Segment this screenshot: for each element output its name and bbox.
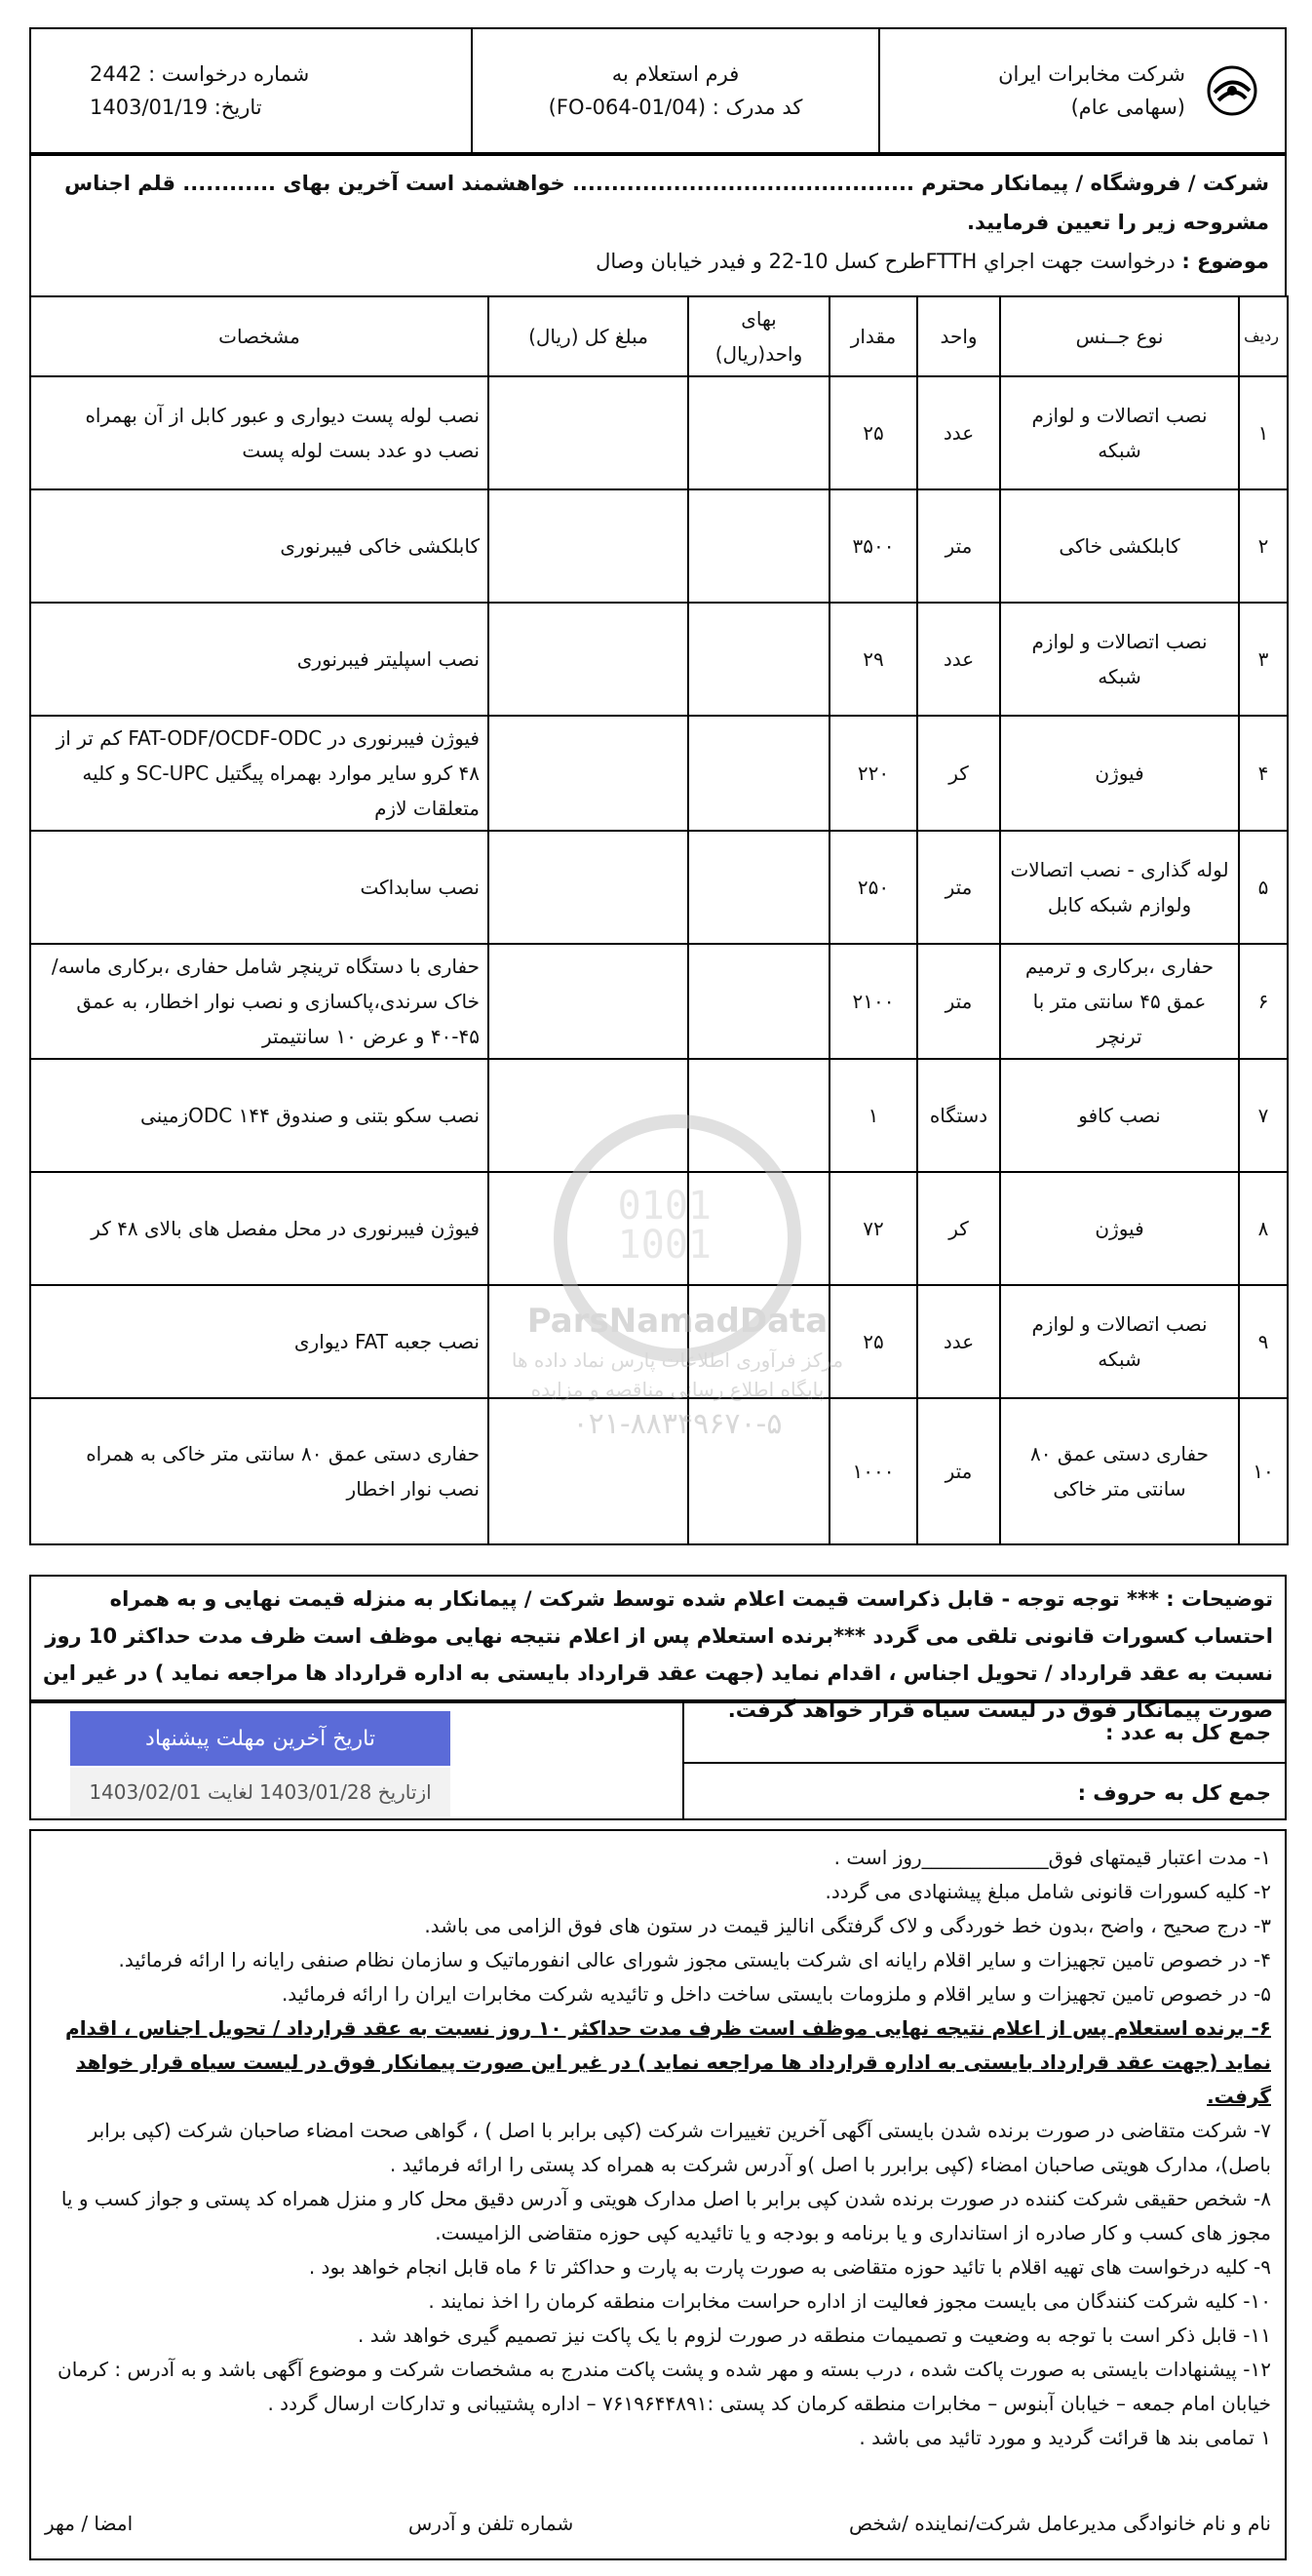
item-cell: حفاری ،برکاری و ترمیم عمق ۴۵ سانتی متر با ترنچر	[1000, 944, 1239, 1059]
subject-label: موضوع :	[1181, 250, 1269, 273]
table-row	[30, 603, 1288, 716]
total-price-cell[interactable]	[488, 489, 688, 603]
spec-cell: نصب جعبه FAT دیواری	[30, 1285, 488, 1398]
table-row	[30, 716, 1288, 831]
unit-cell: متر	[917, 1398, 1000, 1544]
unit-cell: متر	[917, 489, 1000, 603]
spec-cell: نصب سابداکت	[30, 831, 488, 944]
table-row	[30, 1059, 1288, 1172]
spec-cell: کابلکشی خاکی فیبرنوری	[30, 489, 488, 603]
header-unit-price: بهای واحد(ریال)	[688, 296, 830, 376]
item-cell: نصب اتصالات و لوازم شبکه	[1000, 603, 1239, 716]
qty-cell: ۲۹	[830, 603, 917, 716]
row-number-cell: ۱۰	[1239, 1398, 1288, 1544]
company-type: (سهامی عام)	[1070, 96, 1185, 119]
total-words-label: جمع کل به حروف :	[1077, 1781, 1271, 1805]
terms-section	[29, 1829, 1287, 2560]
form-title-cell	[473, 29, 879, 152]
date-label: تاریخ:	[213, 96, 262, 119]
table-row	[30, 1398, 1288, 1544]
term-item: ۲- کلیه کسورات قانونی شامل مبلغ پیشنهادی می گردد.	[825, 1880, 1271, 1903]
item-cell: حفاری دستی عمق ۸۰ سانتی متر خاکی	[1000, 1398, 1239, 1544]
spec-cell: نصب لوله پست دیواری و عبور کابل از آن بهمراه نصب دو عدد بست لوله پست	[30, 376, 488, 489]
deadline-button[interactable]: تاریخ آخرین مهلت پیشنهاد	[70, 1711, 450, 1766]
table-header-row	[30, 296, 1288, 376]
item-cell: فیوژن	[1000, 1172, 1239, 1285]
total-price-cell[interactable]	[488, 944, 688, 1059]
qty-cell: ۷۲	[830, 1172, 917, 1285]
company-name: شرکت مخابرات ایران	[998, 62, 1185, 86]
unit-cell: دستگاه	[917, 1059, 1000, 1172]
watermark-brand: ParsNamadData	[526, 1302, 829, 1341]
unit-price-cell[interactable]	[688, 1059, 830, 1172]
table-row	[30, 944, 1288, 1059]
form-title: فرم استعلام به	[611, 62, 740, 86]
row-number-cell: ۵	[1239, 831, 1288, 944]
unit-price-cell[interactable]	[688, 376, 830, 489]
intro-line: شرکت / فروشگاه / پیمانکار محترم ............................................ خواهشمند است آخرین بهای ............ قلم اجناس مشروحه زیر را تعیین فرمایید.	[64, 172, 1269, 234]
total-price-cell[interactable]	[488, 603, 688, 716]
items-table	[29, 295, 1289, 1545]
term-item: ۳- درج صحیح ، واضح ،بدون خط خوردگی و لاک گرفتگی انالیز قیمت در ستون های فوق الزامی می باشد.	[424, 1914, 1271, 1937]
qty-cell: ۱	[830, 1059, 917, 1172]
unit-cell: کر	[917, 716, 1000, 831]
table-row	[30, 831, 1288, 944]
row-number-cell: ۷	[1239, 1059, 1288, 1172]
unit-cell: عدد	[917, 603, 1000, 716]
unit-cell: کر	[917, 1172, 1000, 1285]
totals-section	[29, 1701, 1287, 1820]
table-row	[30, 489, 1288, 603]
total-price-cell[interactable]	[488, 831, 688, 944]
signature-row	[45, 2507, 1271, 2541]
unit-price-cell[interactable]	[688, 831, 830, 944]
unit-cell: عدد	[917, 1285, 1000, 1398]
table-row	[30, 1172, 1288, 1285]
request-cell	[31, 29, 473, 152]
request-number-line	[90, 58, 447, 91]
row-number-cell: ۳	[1239, 603, 1288, 716]
header-spec: مشخصات	[30, 296, 488, 376]
subject-text: درخواست جهت اجراي FTTHطرح كسل 10-22 و فيدر خيابان وصال	[596, 250, 1176, 273]
header-qty: مقدار	[830, 296, 917, 376]
item-cell: لوله گذاری - نصب اتصالات ولوازم شبکه کابل	[1000, 831, 1239, 944]
total-price-cell[interactable]	[488, 1059, 688, 1172]
qty-cell: ۲۱۰۰	[830, 944, 917, 1059]
unit-price-cell[interactable]	[688, 603, 830, 716]
term-item: ۶- برنده استعلام پس از اعلام نتیجه نهایی موظف است ظرف مدت حداکثر ۱۰ روز نسبت به عقد قرارداد / تحویل اجناس ، اقدام نماید (جهت عقد قرارداد بایستی به اداره قرارداد ها مراجعه نماید ) در غیر این صورت پیمانکار فوق در لیست سیاه قرار خواهد گرفت.	[65, 2016, 1271, 2108]
terms-list	[45, 1841, 1271, 2455]
term-item: ۱ تمامی بند ها قرائت گردید و مورد تائید می باشد .	[859, 2426, 1271, 2449]
header-total: مبلغ کل (ریال)	[488, 296, 688, 376]
spec-cell: نصب اسپلیتر فیبرنوری	[30, 603, 488, 716]
request-label: شماره درخواست :	[148, 62, 310, 86]
row-number-cell: ۶	[1239, 944, 1288, 1059]
term-item: ۸- شخص حقیقی شرکت کننده در صورت برنده شدن کپی برابر با اصل مدارک هویتی و آدرس دقیق محل کار و منزل همراه کد پستی و جواز کسب و یا مجوز های کسب و کار صادره از استانداری و یا برنامه و بودجه و یا تائیدیه کپی حوزه متقاضی الزامیست.	[60, 2187, 1271, 2244]
term-item: ۹- کلیه درخواست های تهیه اقلام با تائید حوزه متقاضی به صورت پارت به پارت و حداکثر تا ۶ ماه قابل انجام خواهد بود .	[308, 2255, 1271, 2279]
item-cell: فیوژن	[1000, 716, 1239, 831]
form-header	[29, 27, 1287, 154]
item-cell: نصب اتصالات و لوازم شبکه	[1000, 1285, 1239, 1398]
deadline-from: ازتاریخ 1403/01/28	[259, 1780, 432, 1804]
term-item: ۱- مدت اعتبار قیمتهای فوق_____________روز است .	[833, 1846, 1271, 1869]
unit-price-cell[interactable]	[688, 1398, 830, 1544]
unit-price-cell[interactable]	[688, 1285, 830, 1398]
signature-name: نام و نام خانوادگی مدیرعامل شرکت/نماینده /شخص	[849, 2512, 1271, 2535]
table-row	[30, 376, 1288, 489]
deadline-to: لغایت 1403/02/01	[89, 1780, 254, 1804]
deadline-dates	[70, 1768, 450, 1816]
qty-cell: ۲۵	[830, 376, 917, 489]
item-cell: کابلکشی خاکی	[1000, 489, 1239, 603]
row-number-cell: ۸	[1239, 1172, 1288, 1285]
unit-cell: متر	[917, 831, 1000, 944]
total-price-cell[interactable]	[488, 1172, 688, 1285]
date-value: 1403/01/19	[90, 96, 209, 119]
signature-contact: شماره تلفن و آدرس	[407, 2512, 574, 2535]
term-item: ۱۰- کلیه شرکت کنندگان می بایست مجوز فعالیت از اداره حراست مخابرات منطقه کرمان را اخذ نمایند .	[428, 2289, 1271, 2313]
svg-text:1001: 1001	[617, 1223, 712, 1268]
qty-cell: ۱۰۰۰	[830, 1398, 917, 1544]
signature-sign: امضا / مهر	[45, 2512, 134, 2535]
notes-section	[29, 1575, 1287, 1722]
unit-price-cell[interactable]	[688, 944, 830, 1059]
qty-cell: ۲۵۰	[830, 831, 917, 944]
watermark-phone: ۰۲۱-۸۸۳۴۹۶۷۰-۵	[572, 1407, 783, 1441]
qty-cell: ۲۵	[830, 1285, 917, 1398]
header-item: نوع جــنس	[1000, 296, 1239, 376]
header-row-number: ردیف	[1239, 296, 1288, 376]
item-cell: نصب اتصالات و لوازم شبکه	[1000, 376, 1239, 489]
unit-price-cell[interactable]	[688, 489, 830, 603]
header-unit: واحد	[917, 296, 1000, 376]
term-item: ۱۲- پیشنهادات بایستی به صورت پاکت شده ، درب بسته و مهر شده و پشت پاکت مندرج به مشخصات شرکت و موضوع آگهی باشد و به آدرس : کرمان خیابان امام جمعه – خیابان آبنوس – مخابرات منطقه کرمان کد پستی :۷۶۱۹۶۴۴۸۹۱ – اداره پشتیبانی و تدارکات ارسال گردد .	[58, 2358, 1271, 2415]
spec-cell: نصب سکو بتنی و صندوق ۱۴۴ ODCزمینی	[30, 1059, 488, 1172]
unit-cell: متر	[917, 944, 1000, 1059]
row-number-cell: ۴	[1239, 716, 1288, 831]
row-number-cell: ۲	[1239, 489, 1288, 603]
total-price-cell[interactable]	[488, 376, 688, 489]
intro-section	[29, 154, 1287, 298]
spec-cell: فیوژن فیبرنوری در FAT-ODF/OCDF-ODC کم تر از ۴۸ کرو سایر موارد بهمراه پیگتیل SC-UPC و کلیه متعلقات لازم	[30, 716, 488, 831]
total-price-cell[interactable]	[488, 1285, 688, 1398]
qty-cell: ۳۵۰۰	[830, 489, 917, 603]
term-item: ۷- شرکت متقاضی در صورت برنده شدن بایستی آگهی آخرین تغییرات شرکت (کپی برابر با اصل ) ، گواهی صحت امضاء صاحبان شرکت (کپی برابر باصل)، مدارک هویتی صاحبان امضاء (کپی برابرر با اصل )و آدرس شرکت به همراه کد پستی را ارائه فرمائید .	[88, 2119, 1271, 2176]
total-numeric-label: جمع کل به عدد :	[684, 1703, 1285, 1764]
svg-text:0101: 0101	[617, 1184, 712, 1229]
unit-price-cell[interactable]	[688, 716, 830, 831]
unit-cell: عدد	[917, 376, 1000, 489]
watermark-line2: پایگاه اطلاع رسانی مناقصه و مزایده	[530, 1378, 825, 1401]
request-number: 2442	[90, 62, 142, 86]
qty-cell: ۲۲۰	[830, 716, 917, 831]
term-item: ۵- در خصوص تامین تجهیزات و سایر اقلام و ملزومات بایستی ساخت داخل و تائیدیه شرکت مخابرات ایران را ارائه فرمائید.	[281, 1982, 1271, 2006]
spec-cell: حفاری دستی عمق ۸۰ سانتی متر خاکی به همراه نصب نوار اخطار	[30, 1398, 488, 1544]
term-item: ۴- در خصوص تامین تجهیزات و سایر اقلام رایانه ای شرکت بایستی مجوز شورای عالی انفورماتیک و سازمان نظام صنفی رایانه را ارائه فرمائید.	[118, 1948, 1271, 1971]
unit-price-cell[interactable]	[688, 1172, 830, 1285]
date-line	[90, 91, 447, 124]
watermark-line1: مرکز فرآوری اطلاعات پارس نماد داده ها	[511, 1348, 844, 1372]
term-item: ۱۱- قابل ذکر است با توجه به وضعیت و تصمیمات منطقه در صورت لزوم با یک پاکت نیز تصمیم گیری خواهد شد .	[358, 2323, 1271, 2347]
spec-cell: فیوژن فیبرنوری در محل مفصل های بالای ۴۸ کر	[30, 1172, 488, 1285]
total-price-cell[interactable]	[488, 1398, 688, 1544]
company-logo-icon	[1203, 63, 1261, 118]
notes-text: توضیحات : *** توجه توجه - قابل ذکراست قیمت اعلام شده توسط شرکت / پیمانکار به منزله قیمت نهایی و به همراه احتساب کسورات قانونی تلقی می گردد ***برنده استعلام پس از اعلام نتیجه نهایی موظف است ظرف مدت حداکثر 10 روز نسبت به عقد قرارداد / تحویل اجناس ، اقدام نماید (جهت عقد قرارداد بایستی به اداره قرارداد ها مراجعه نماید ) در غیر این صورت پیمانکار فوق در لیست سیاه قرار خواهد گرفت.	[42, 1587, 1273, 1722]
spec-cell: حفاری با دستگاه ترینچر شامل حفاری ،برکاری ماسه/ خاک سرندی،پاکسازی و نصب نوار اخطار، به عمق ۴۵-۴۰ و عرض ۱۰ سانتیمتر	[30, 944, 488, 1059]
form-code: کد مدرک : (FO-064-01/04)	[548, 96, 803, 119]
item-cell: نصب کافو	[1000, 1059, 1239, 1172]
subject-line	[47, 242, 1269, 281]
totals-labels	[682, 1703, 1285, 1818]
table-row	[30, 1285, 1288, 1398]
row-number-cell: ۱	[1239, 376, 1288, 489]
total-price-cell[interactable]	[488, 716, 688, 831]
row-number-cell: ۹	[1239, 1285, 1288, 1398]
company-cell	[880, 29, 1285, 152]
